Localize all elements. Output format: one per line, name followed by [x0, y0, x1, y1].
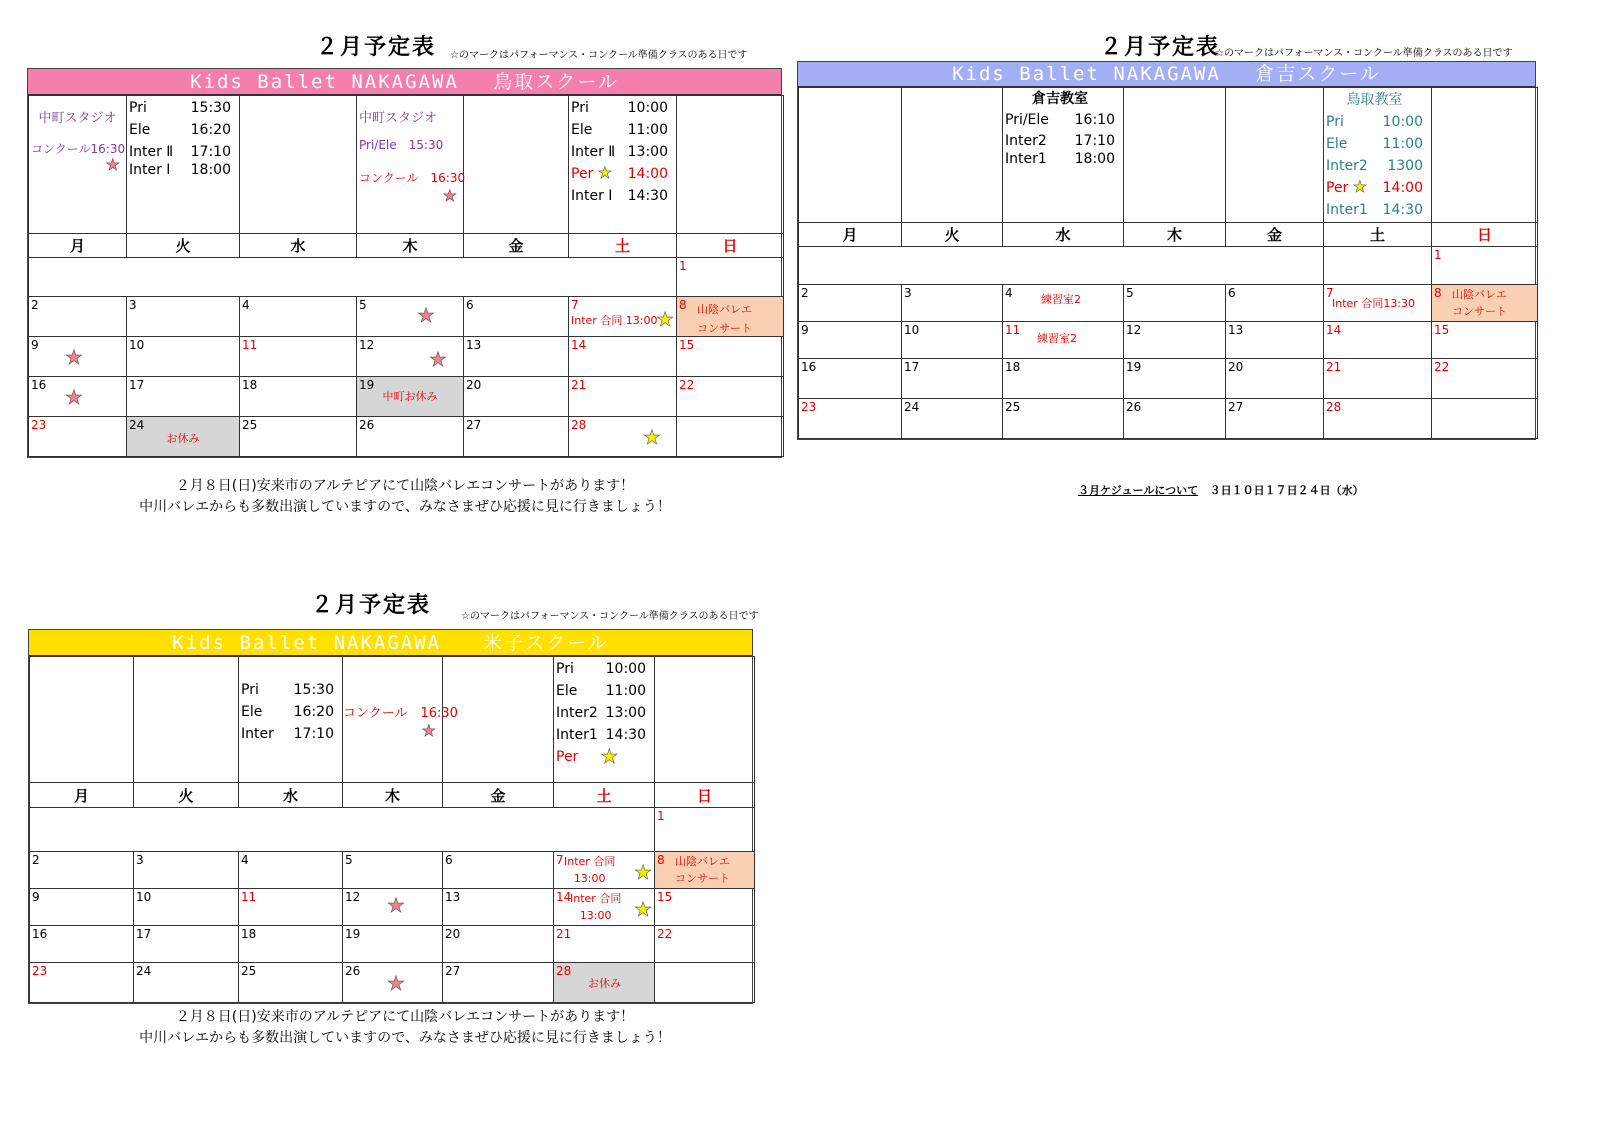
tottori-calendar: [27, 68, 782, 458]
tottori-banner: Kids Ballet NAKAGAWA 鳥取スクール: [28, 69, 781, 95]
event-label: 山陰バレエ コンサート: [1452, 288, 1507, 318]
day-cell: 4 練習室2: [1003, 285, 1124, 322]
class-row: Inter Ⅰ 14:30: [571, 188, 668, 204]
day-cell: 23: [799, 399, 902, 439]
day-cell: 19: [343, 926, 443, 963]
day-cell: 27: [464, 417, 569, 457]
star-icon: ★: [643, 425, 661, 449]
class-title: 鳥取教室: [1346, 92, 1403, 108]
event-label: Inter 合同 13:00: [571, 314, 658, 327]
dow-sun: 日: [1432, 223, 1538, 247]
tottori-star-note: ☆のマークはパフォーマンス・コンクール準備クラスのある日です: [450, 50, 748, 61]
yonago-tue-schedule: [134, 657, 239, 783]
tottori-wed-schedule: [240, 96, 357, 234]
dow-mon: 月: [799, 223, 902, 247]
class-row: Inter Ⅱ 13:00: [571, 144, 668, 160]
day-cell: 3: [134, 852, 239, 889]
yonago-banner: Kids Ballet NAKAGAWA 米子スクール: [29, 630, 752, 656]
day-cell: 12: [1124, 322, 1226, 359]
day-cell: [655, 963, 755, 1003]
studio-label: 中町スタジオ: [359, 111, 438, 126]
day-cell: 15: [1432, 322, 1538, 359]
star-icon: ★: [105, 155, 120, 174]
class-row: Ele 11:00: [571, 122, 668, 138]
event-label: お休み: [588, 977, 621, 990]
dow-fri: 金: [443, 783, 554, 808]
day-cell: 11 練習室2: [1003, 322, 1124, 359]
day-cell: 17: [902, 359, 1003, 399]
event-label: Inter 合同 13:00: [564, 855, 616, 885]
footer-line-1: ２月８日(日)安来市のアルテピアにて山陰バレエコンサートがあります！: [175, 478, 635, 494]
class-row: Inter1 14:30: [1326, 202, 1423, 218]
tottori-footer: [130, 476, 680, 518]
class-row: Inter2 13:00: [556, 705, 646, 721]
day-cell: 1: [1432, 247, 1538, 285]
pri-ele-label: Pri/Ele 15:30: [359, 138, 444, 152]
day-cell: 20: [1226, 359, 1324, 399]
day-cell: 27: [1226, 399, 1324, 439]
dow-tue: 火: [902, 223, 1003, 247]
tottori-sun-schedule: [677, 96, 784, 234]
yonago-star-note: ☆のマークはパフォーマンス・コンクール準備クラスのある日です: [461, 611, 759, 622]
concours-label: コンクール 16:30: [343, 706, 458, 721]
footer-line-2: 中川バレエからも多数出演していますので、みなさまぜひ応援に見に行きましょう！: [139, 499, 671, 515]
empty-cell: [30, 808, 655, 852]
kurayoshi-star-note: ☆のマークはパフォーマンス・コンクール準備クラスのある日です: [1215, 48, 1513, 59]
day-cell: 8 山陰バレエ コンサート: [677, 297, 784, 337]
class-row-per: Per ★ 14:00: [571, 163, 668, 182]
dow-wed: 水: [1003, 223, 1124, 247]
yonago-calendar: [28, 629, 753, 1004]
march-dates: ３日１０日１７日２４日（水）: [1209, 484, 1364, 497]
kurayoshi-title: ２月予定表: [1100, 35, 1221, 60]
class-row: Inter2 1300: [1326, 158, 1423, 174]
day-cell: 16: [30, 926, 134, 963]
day-cell: 3: [127, 297, 240, 337]
yonago-wed-schedule: [239, 657, 343, 783]
tottori-tue-schedule: [127, 96, 240, 234]
star-icon: ★: [1352, 177, 1368, 196]
day-cell: 28: [1324, 399, 1432, 439]
day-cell: 2: [30, 852, 134, 889]
dow-tue: 火: [134, 783, 239, 808]
day-cell: 28 お休み: [554, 963, 655, 1003]
kurayoshi-calendar: [797, 61, 1536, 440]
event-label: Inter 合同 13:00: [570, 892, 622, 922]
star-icon: ★: [597, 163, 613, 182]
day-cell: 24: [134, 963, 239, 1003]
class-row: Inter 17:10: [241, 726, 334, 742]
day-cell: [677, 417, 784, 457]
star-icon: ★: [634, 897, 652, 921]
day-cell: 9: [30, 889, 134, 926]
day-cell: 9 ★: [29, 337, 127, 377]
day-cell: 4: [240, 297, 357, 337]
day-cell: 28 ★: [569, 417, 677, 457]
day-cell: 3: [902, 285, 1003, 322]
class-row: Inter2 17:10: [1005, 133, 1115, 149]
event-label: 中町お休み: [382, 390, 438, 403]
star-icon: ★: [387, 893, 405, 917]
dow-wed: 水: [239, 783, 343, 808]
day-cell: 23: [30, 963, 134, 1003]
star-icon: ★: [656, 307, 674, 331]
day-cell: 10: [902, 322, 1003, 359]
yonago-sun-schedule: [655, 657, 755, 783]
event-label: 練習室2: [1037, 332, 1077, 345]
day-cell: 19 中町お休み: [357, 377, 464, 417]
dow-thu: 木: [1124, 223, 1226, 247]
day-cell: 24 お休み: [127, 417, 240, 457]
day-cell: 13: [1226, 322, 1324, 359]
yonago-sat-schedule: [554, 657, 655, 783]
day-cell: 5: [1124, 285, 1226, 322]
day-cell: 19: [1124, 359, 1226, 399]
tottori-sat-schedule: [569, 96, 677, 234]
event-label: 山陰バレエ コンサート: [675, 855, 730, 885]
day-cell: 7 Inter 合同 13:00 ★: [569, 297, 677, 337]
dow-mon: 月: [30, 783, 134, 808]
star-icon: ★: [65, 385, 83, 409]
footer-line-1: ２月８日(日)安来市のアルテピアにて山陰バレエコンサートがあります！: [175, 1009, 635, 1025]
day-cell: 2: [799, 285, 902, 322]
footer-line-2: 中川バレエからも多数出演していますので、みなさまぜひ応援に見に行きましょう！: [139, 1030, 671, 1046]
yonago-footer: [130, 1007, 680, 1049]
day-cell: 27: [443, 963, 554, 1003]
class-row: Ele 11:00: [1326, 136, 1423, 152]
day-cell: 25: [240, 417, 357, 457]
dow-sat: 土: [554, 783, 655, 808]
day-cell: 11: [239, 889, 343, 926]
day-cell: 14 Inter 合同 13:00 ★: [554, 889, 655, 926]
day-cell: 11: [240, 337, 357, 377]
class-row: Inter Ⅰ 18:00: [129, 162, 231, 178]
kurayoshi-tue-schedule: [902, 88, 1003, 223]
day-cell: 6: [1226, 285, 1324, 322]
class-row: Inter1 14:30: [556, 727, 646, 743]
dow-fri: 金: [464, 234, 569, 258]
class-row: Pri 10:00: [571, 100, 668, 116]
class-row-per: Per ★ 14:00: [1326, 177, 1423, 196]
class-row: Inter1 18:00: [1005, 151, 1115, 167]
day-cell: 25: [1003, 399, 1124, 439]
event-label: Inter 合同13:30: [1332, 297, 1416, 310]
dow-thu: 木: [357, 234, 464, 258]
class-row: Inter Ⅱ 17:10: [129, 144, 231, 160]
empty-cell: [799, 247, 1324, 285]
star-icon: ★: [65, 345, 83, 369]
day-cell: 12 ★: [357, 337, 464, 377]
day-cell: 16 ★: [29, 377, 127, 417]
day-cell: 14: [1324, 322, 1432, 359]
dow-wed: 水: [240, 234, 357, 258]
dow-sun: 日: [677, 234, 784, 258]
day-cell: 26: [357, 417, 464, 457]
day-cell: 21: [554, 926, 655, 963]
day-cell: 12 ★: [343, 889, 443, 926]
event-label: 山陰バレエ コンサート: [697, 303, 752, 335]
class-row: Ele 16:20: [129, 122, 231, 138]
dow-tue: 火: [127, 234, 240, 258]
day-cell: [1432, 399, 1538, 439]
day-cell: 17: [127, 377, 240, 417]
star-icon: ★: [600, 744, 619, 768]
day-cell: 22: [677, 377, 784, 417]
day-cell: 20: [443, 926, 554, 963]
day-cell: 6: [464, 297, 569, 337]
star-icon: ★: [634, 860, 652, 884]
day-cell: 7 Inter 合同 13:00 ★: [554, 852, 655, 889]
day-cell: 21: [569, 377, 677, 417]
day-cell: 13: [443, 889, 554, 926]
dow-sun: 日: [655, 783, 755, 808]
dow-sat: 土: [1324, 223, 1432, 247]
day-cell: 18: [239, 926, 343, 963]
studio-label: 中町スタジオ: [38, 111, 117, 126]
yonago-fri-schedule: [443, 657, 554, 783]
day-cell: 15: [655, 889, 755, 926]
yonago-title: ２月予定表: [311, 593, 432, 618]
day-cell: 21: [1324, 359, 1432, 399]
day-cell: 15: [677, 337, 784, 377]
event-label: お休み: [166, 432, 200, 445]
star-icon: ★: [421, 721, 436, 740]
star-icon: ★: [429, 347, 447, 371]
yonago-mon-schedule: [30, 657, 134, 783]
day-cell: 9: [799, 322, 902, 359]
class-row: Pri 10:00: [556, 661, 646, 677]
day-cell: 1: [677, 258, 784, 297]
day-cell: 18: [240, 377, 357, 417]
day-cell: 13: [464, 337, 569, 377]
concours-label: コンクール16:30: [31, 142, 126, 156]
day-cell: 10: [127, 337, 240, 377]
class-title: 倉吉教室: [1032, 91, 1088, 107]
day-cell: 7 Inter 合同13:30: [1324, 285, 1432, 322]
class-row: Ele 16:20: [241, 704, 334, 720]
empty-cell: [1324, 247, 1432, 285]
dow-fri: 金: [1226, 223, 1324, 247]
class-row: Pri 15:30: [241, 682, 334, 698]
day-cell: 8 山陰バレエ コンサート: [1432, 285, 1538, 322]
day-cell: 25: [239, 963, 343, 1003]
day-cell: 6: [443, 852, 554, 889]
kurayoshi-mon-schedule: [799, 88, 902, 223]
day-cell: 14: [569, 337, 677, 377]
day-cell: 22: [1432, 359, 1538, 399]
day-cell: 26: [1124, 399, 1226, 439]
kurayoshi-banner: Kids Ballet NAKAGAWA 倉吉スクール: [798, 62, 1535, 87]
class-row: Pri 10:00: [1326, 114, 1423, 130]
day-cell: 2: [29, 297, 127, 337]
day-cell: 26 ★: [343, 963, 443, 1003]
class-row: Pri 15:30: [129, 100, 231, 116]
day-cell: 4: [239, 852, 343, 889]
day-cell: 5: [343, 852, 443, 889]
day-cell: 23: [29, 417, 127, 457]
class-row: Pri/Ele 16:10: [1005, 112, 1115, 128]
day-cell: 1: [655, 808, 755, 852]
star-icon: ★: [417, 303, 435, 327]
kurayoshi-sun-schedule: [1432, 88, 1538, 223]
kurayoshi-wed-schedule: [1003, 88, 1124, 223]
empty-cell: [29, 258, 677, 297]
tottori-fri-schedule: [464, 96, 569, 234]
day-cell: 16: [799, 359, 902, 399]
march-schedule-label: ３月ケジュールについて: [1078, 484, 1199, 497]
dow-thu: 木: [343, 783, 443, 808]
tottori-title: ２月予定表: [316, 35, 437, 60]
day-cell: 24: [902, 399, 1003, 439]
class-row: Ele 11:00: [556, 683, 646, 699]
day-cell: 18: [1003, 359, 1124, 399]
kurayoshi-fri-schedule: [1226, 88, 1324, 223]
kurayoshi-sat-schedule: [1324, 88, 1432, 223]
day-cell: 22: [655, 926, 755, 963]
dow-sat: 土: [569, 234, 677, 258]
star-icon: ★: [442, 186, 457, 205]
star-icon: ★: [387, 971, 405, 995]
day-cell: 17: [134, 926, 239, 963]
class-row-per: Per ★: [556, 744, 619, 768]
day-cell: 10: [134, 889, 239, 926]
dow-mon: 月: [29, 234, 127, 258]
kurayoshi-march-note: [1078, 482, 1364, 498]
tottori-thu-schedule: [357, 96, 464, 234]
day-cell: 8 山陰バレエ コンサート: [655, 852, 755, 889]
event-label: 練習室2: [1041, 293, 1081, 306]
tottori-mon-schedule: [29, 96, 127, 234]
yonago-thu-schedule: [343, 657, 458, 783]
day-cell: 5 ★: [357, 297, 464, 337]
kurayoshi-thu-schedule: [1124, 88, 1226, 223]
day-cell: 20: [464, 377, 569, 417]
concours-label: コンクール 16:30: [359, 171, 466, 185]
